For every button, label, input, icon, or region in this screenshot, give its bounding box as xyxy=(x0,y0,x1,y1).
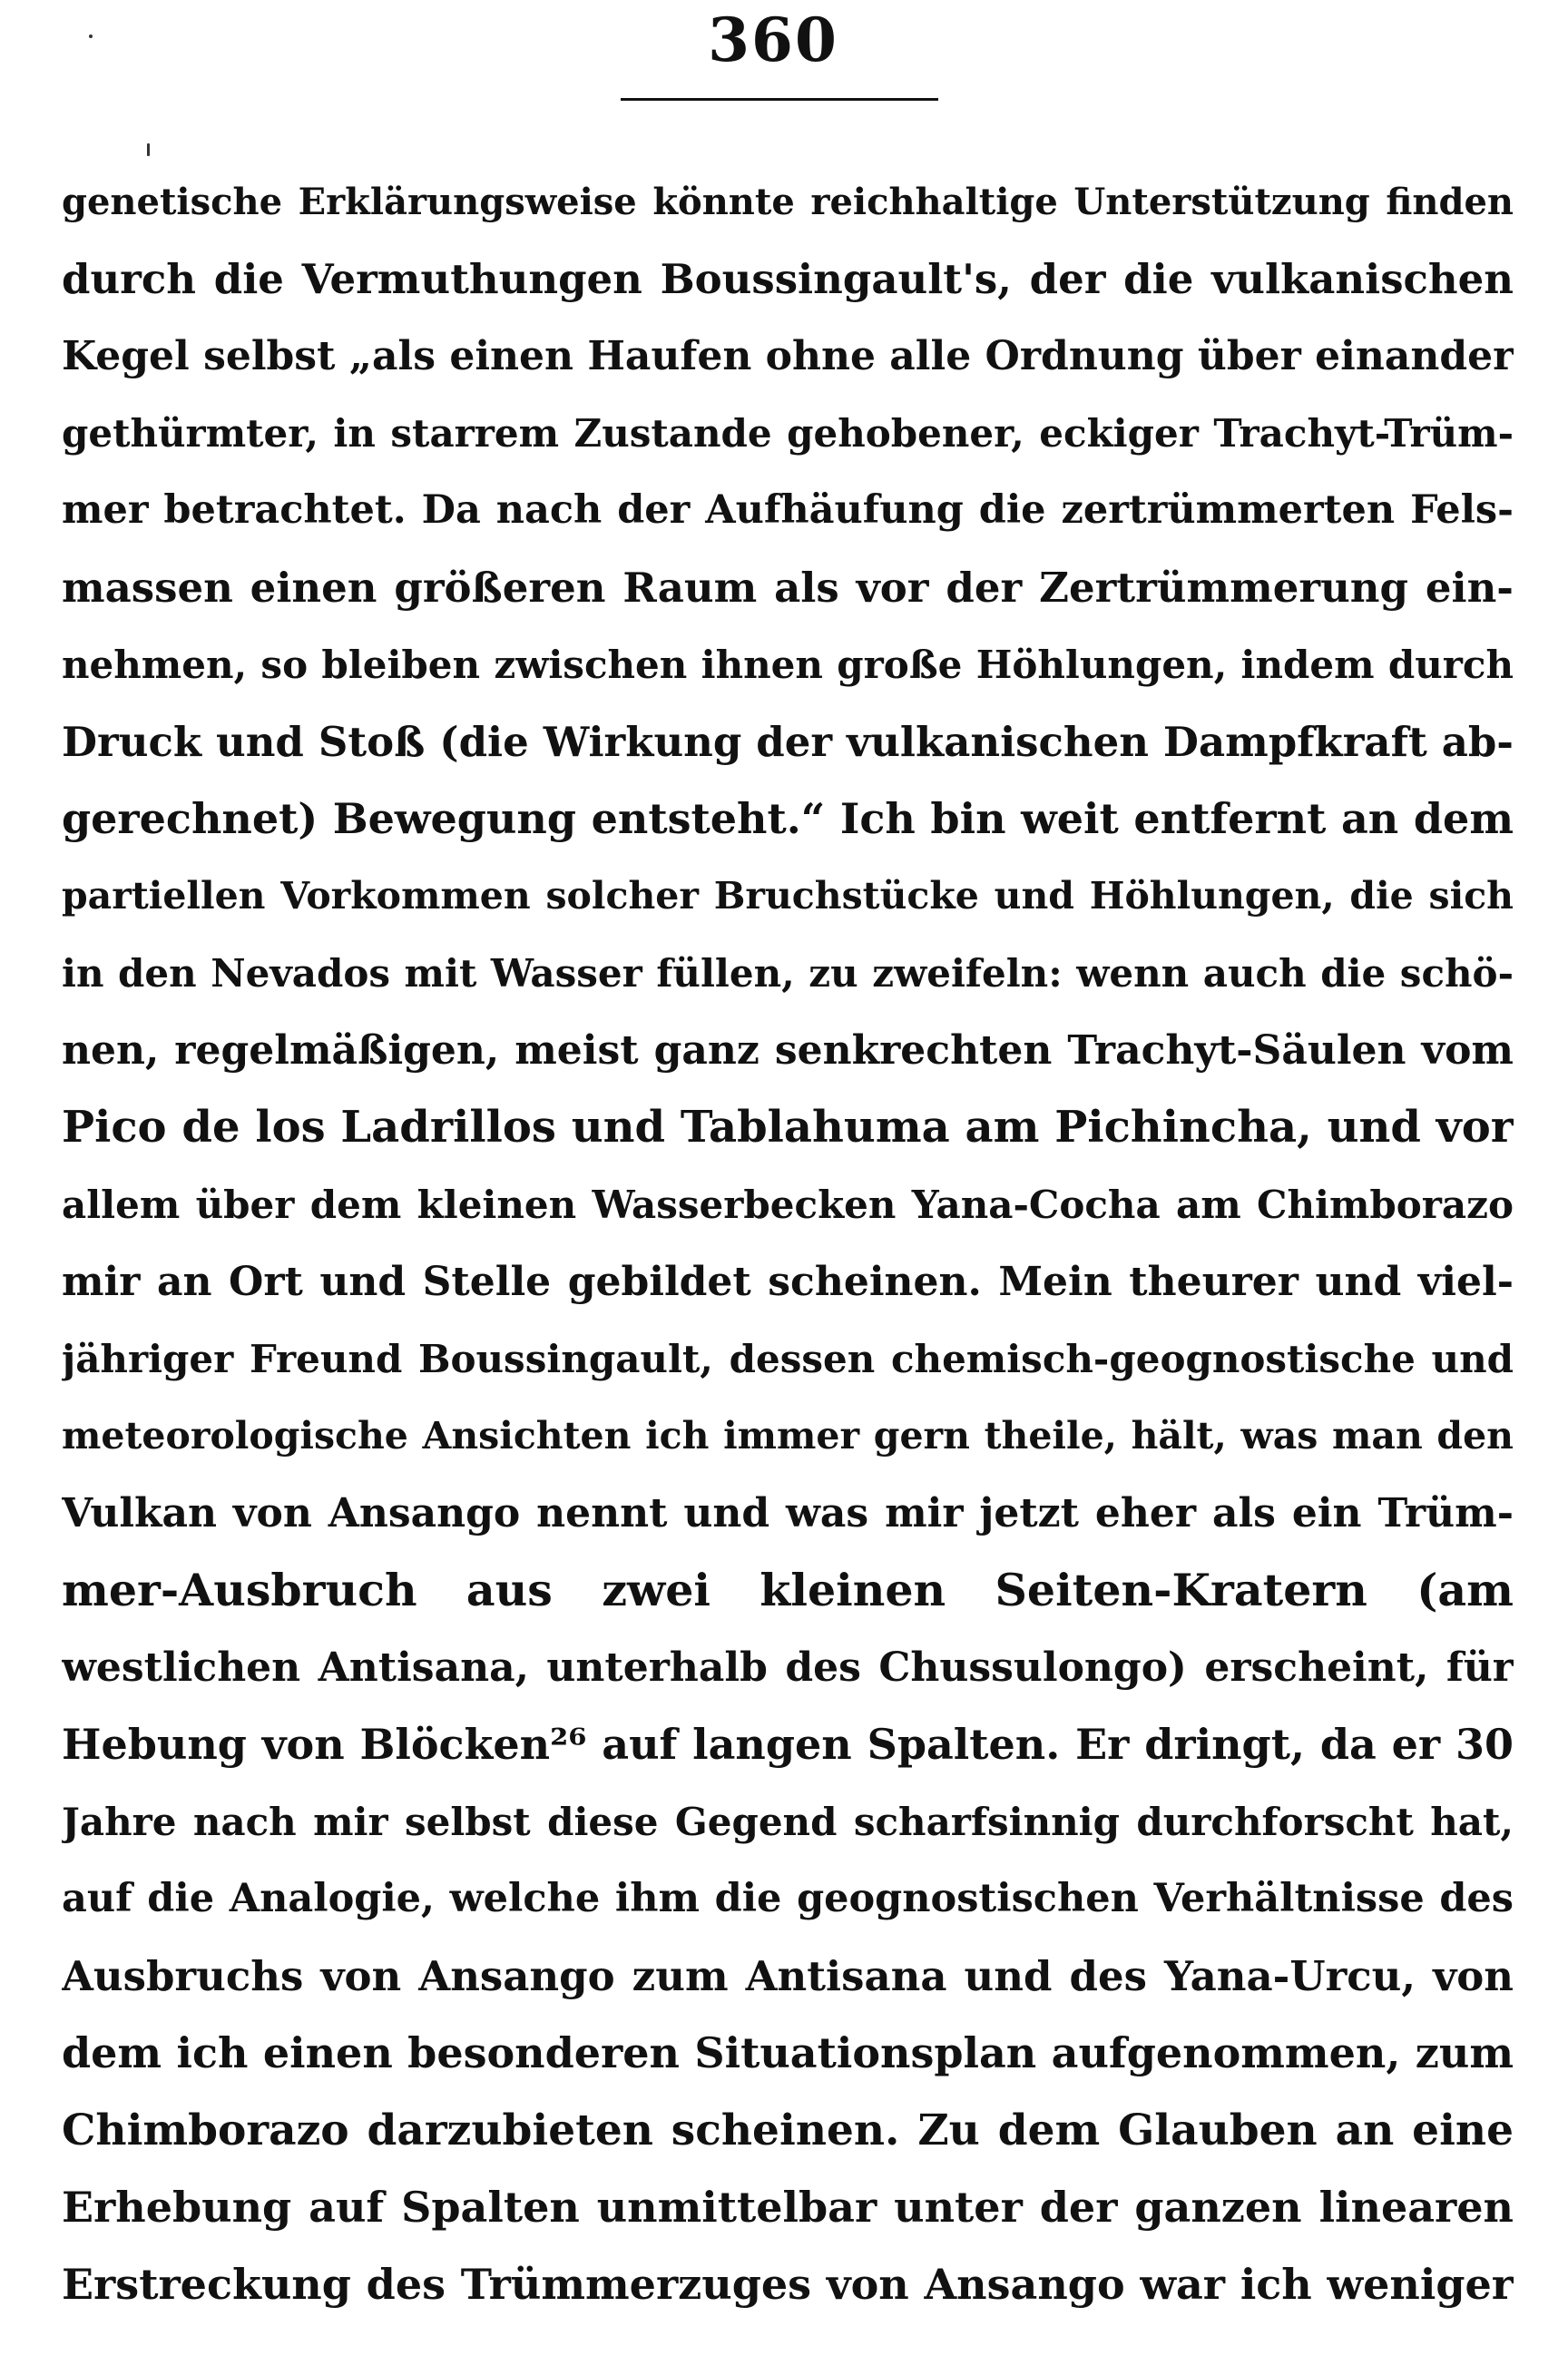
text-line: meteorologische Ansichten ich immer gern theile, hält, was man den xyxy=(62,1414,1514,1458)
print-speck xyxy=(147,143,150,156)
text-line: nehmen, so bleiben zwischen ihnen große Höhlungen, indem durch xyxy=(62,643,1514,687)
text-line: gerechnet) Bewegung entsteht.“ Ich bin weit entfernt an dem xyxy=(62,794,1514,843)
text-line: Chimborazo darzubieten scheinen. Zu dem Glauben an eine xyxy=(62,2106,1514,2155)
text-line: Hebung von Blöcken²⁶ auf langen Spalten. Er dringt, da er 30 xyxy=(62,1720,1514,1769)
text-line: Vulkan von Ansango nennt und was mir jetzt eher als ein Trüm- xyxy=(62,1490,1514,1536)
text-line: partiellen Vorkommen solcher Bruchstücke und Höhlungen, die sich xyxy=(62,874,1514,918)
header-rule xyxy=(621,98,938,101)
text-line: Ausbruchs von Ansango zum Antisana und des Yana-Urcu, von xyxy=(62,1952,1514,2000)
text-line: genetische Erklärungsweise könnte reichhaltige Unterstützung finden xyxy=(62,181,1514,223)
text-line: westlichen Antisana, unterhalb des Chussulongo) erscheint, für xyxy=(62,1644,1514,1691)
text-line: jähriger Freund Boussingault, dessen chemisch-geognostische und xyxy=(62,1337,1514,1381)
text-line: gethürmter, in starrem Zustande gehobener, eckiger Trachyt-Trüm- xyxy=(62,411,1514,456)
text-line: mer-Ausbruch aus zwei kleinen Seiten-Kratern (am xyxy=(62,1564,1514,1616)
text-line: mer betrachtet. Da nach der Aufhäufung die zertrümmerten Fels- xyxy=(62,487,1514,533)
text-line: Kegel selbst „als einen Haufen ohne alle Ordnung über einander xyxy=(62,333,1514,379)
text-line: in den Nevados mit Wasser füllen, zu zweifeln: wenn auch die schö- xyxy=(62,951,1514,996)
page-number-text: 360 xyxy=(708,5,838,75)
text-line: nen, regelmäßigen, meist ganz senkrechten Trachyt-Säulen vom xyxy=(62,1027,1514,1074)
text-line: auf die Analogie, welche ihm die geognostischen Verhältnisse des xyxy=(62,1876,1514,1921)
text-line: dem ich einen besonderen Situationsplan aufgenommen, zum xyxy=(62,2028,1514,2077)
text-line: Pico de los Ladrillos und Tablahuma am Pichincha, und vor xyxy=(62,1102,1514,1153)
text-line: mir an Ort und Stelle gebildet scheinen. Mein theurer und viel- xyxy=(62,1259,1514,1305)
text-line: Erhebung auf Spalten unmittelbar unter der ganzen linearen xyxy=(62,2183,1514,2232)
text-line: Druck und Stoß (die Wirkung der vulkanischen Dampfkraft ab- xyxy=(62,718,1514,766)
body-text xyxy=(62,163,1514,2323)
print-speck xyxy=(89,34,93,38)
text-line: massen einen größeren Raum als vor der Zertrümmerung ein- xyxy=(62,564,1514,612)
page-number xyxy=(0,4,1568,76)
text-line: Jahre nach mir selbst diese Gegend scharfsinnig durchforscht hat, xyxy=(62,1800,1514,1844)
text-line: durch die Vermuthungen Boussingault's, der die vulkanischen xyxy=(62,255,1514,303)
text-line: Erstreckung des Trümmerzuges von Ansango war ich weniger xyxy=(62,2260,1514,2309)
text-line: allem über dem kleinen Wasserbecken Yana-Cocha am Chimborazo xyxy=(62,1183,1514,1227)
